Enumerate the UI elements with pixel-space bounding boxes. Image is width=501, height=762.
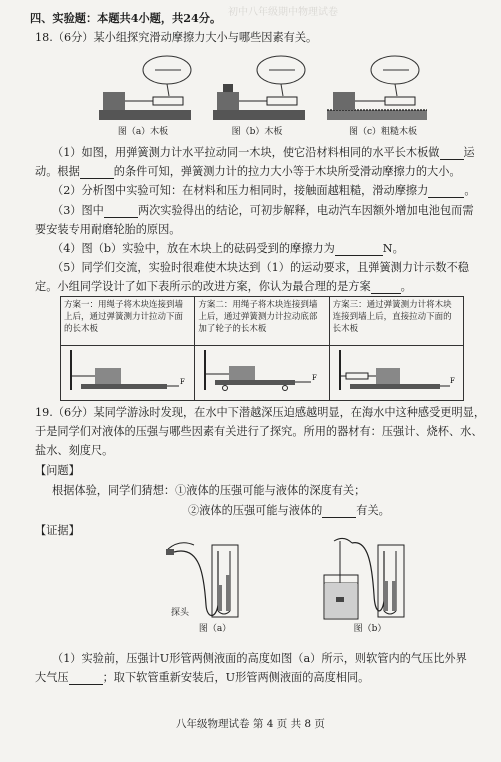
hypothesis-1: 根据体验，同学们猜想：①液体的压强可能与液体的深度有关； bbox=[52, 484, 366, 497]
bleed-through-text: 初中八年级期中物理试卷 bbox=[228, 7, 338, 18]
figure-b-caption: 图（b） bbox=[353, 624, 387, 634]
q19-stem-line3: 盐水、刻度尺。 bbox=[35, 444, 114, 457]
figure-b-manometer bbox=[318, 535, 418, 627]
answer-blank[interactable] bbox=[104, 206, 138, 218]
svg-text:F: F bbox=[449, 377, 455, 385]
probe-label: 探头 bbox=[170, 608, 189, 618]
figure-c bbox=[327, 56, 427, 120]
figure-b bbox=[213, 56, 305, 120]
q18-part3-line1: （3）图中 两次实验得出的结论，可初步解释，电动汽车因额外增加电池包而需 bbox=[52, 204, 474, 217]
answer-blank[interactable] bbox=[80, 167, 114, 179]
q19-part1-line1: （1）实验前，压强计U形管两侧液面的高度如图（a）所示，则软管内的气压比外界 bbox=[52, 652, 467, 665]
svg-text:F: F bbox=[180, 378, 185, 386]
plan-2-diagram bbox=[195, 346, 329, 401]
q18-part2: （2）分析图中实验可知：在材料和压力相同时，接触面越粗糙，滑动摩擦力 。 bbox=[52, 184, 476, 197]
q19-stem-line1: 19.（6分）某同学游泳时发现，在水中下潜越深压迫感越明显，在海水中这种感受更明显， bbox=[35, 406, 486, 419]
q18-part3-line2: 要安装专用耐磨轮胎的原因。 bbox=[35, 223, 181, 236]
page-footer: 八年级物理试卷 第 4 页 共 8 页 bbox=[176, 718, 325, 730]
q18-part5-line2: 定。小组同学设计了如下表所示的改进方案，你认为最合理的是方案 。 bbox=[35, 280, 412, 293]
plan-2-text: 方案二：用绳子将木块连接到墙上后，通过弹簧测力计拉动底部加了轮子的长木板 bbox=[195, 297, 329, 346]
hypothesis-2: ②液体的压强可能与液体的 有关。 bbox=[188, 504, 390, 517]
improvement-plans-table bbox=[60, 296, 464, 401]
section-title: 四、实验题：本题共4小题，共24分。 bbox=[30, 11, 222, 25]
q18-stem: 18.（6分）某小组探究滑动摩擦力大小与哪些因素有关。 bbox=[35, 31, 318, 44]
q18-part4: （4）图（b）实验中，放在木块上的砝码受到的摩擦力为 N。 bbox=[52, 242, 404, 255]
plan-3-text: 方案三：通过弹簧测力计将木块连接到墙上后，直接拉动下面的长木板 bbox=[329, 297, 463, 346]
q18-part1-line1: （1）如图，用弹簧测力计水平拉动同一木块，使它沿材料相同的水平长木板做 运 bbox=[52, 146, 475, 159]
figure-a bbox=[99, 56, 191, 120]
q19-part1-line2: 大气压 ；取下软管重新安装后，U形管两侧液面的高度相同。 bbox=[35, 671, 370, 684]
figure-c-caption: 图（c）粗糙木板 bbox=[348, 127, 418, 137]
answer-blank[interactable] bbox=[428, 186, 464, 198]
answer-blank[interactable] bbox=[371, 282, 401, 294]
q18-part1-line2: 动。根据 的条件可知，弹簧测力计的拉力大小等于木块所受滑动摩擦力的大小。 bbox=[35, 165, 461, 178]
figure-b-caption: 图（b）木板 bbox=[231, 127, 283, 137]
answer-blank[interactable] bbox=[440, 148, 464, 160]
section-evidence-label: 【证据】 bbox=[35, 524, 80, 537]
q18-part5-line1: （5）同学们交流，实验时很难使木块达到（1）的运动要求，且弹簧测力计示数不稳 bbox=[52, 261, 469, 274]
plan-3-diagram bbox=[329, 346, 463, 401]
plan-1-text: 方案一：用绳子将木块连接到墙上后，通过弹簧测力计拉动下面的长木板 bbox=[61, 297, 195, 346]
answer-blank[interactable] bbox=[335, 244, 383, 256]
section-question-label: 【问题】 bbox=[35, 464, 80, 477]
answer-blank[interactable] bbox=[322, 506, 356, 518]
figure-a-caption: 图（a） bbox=[198, 624, 232, 634]
svg-text:F: F bbox=[312, 374, 318, 382]
answer-blank[interactable] bbox=[69, 673, 103, 685]
plan-1-diagram bbox=[61, 346, 195, 401]
q19-stem-line2: 于是同学们对液体的压强与哪些因素有关进行了探究。所用的器材有：压强计、烧杯、水、 bbox=[35, 425, 483, 438]
q18-figures bbox=[95, 48, 435, 136]
figure-a-caption: 图（a）木板 bbox=[117, 127, 169, 137]
